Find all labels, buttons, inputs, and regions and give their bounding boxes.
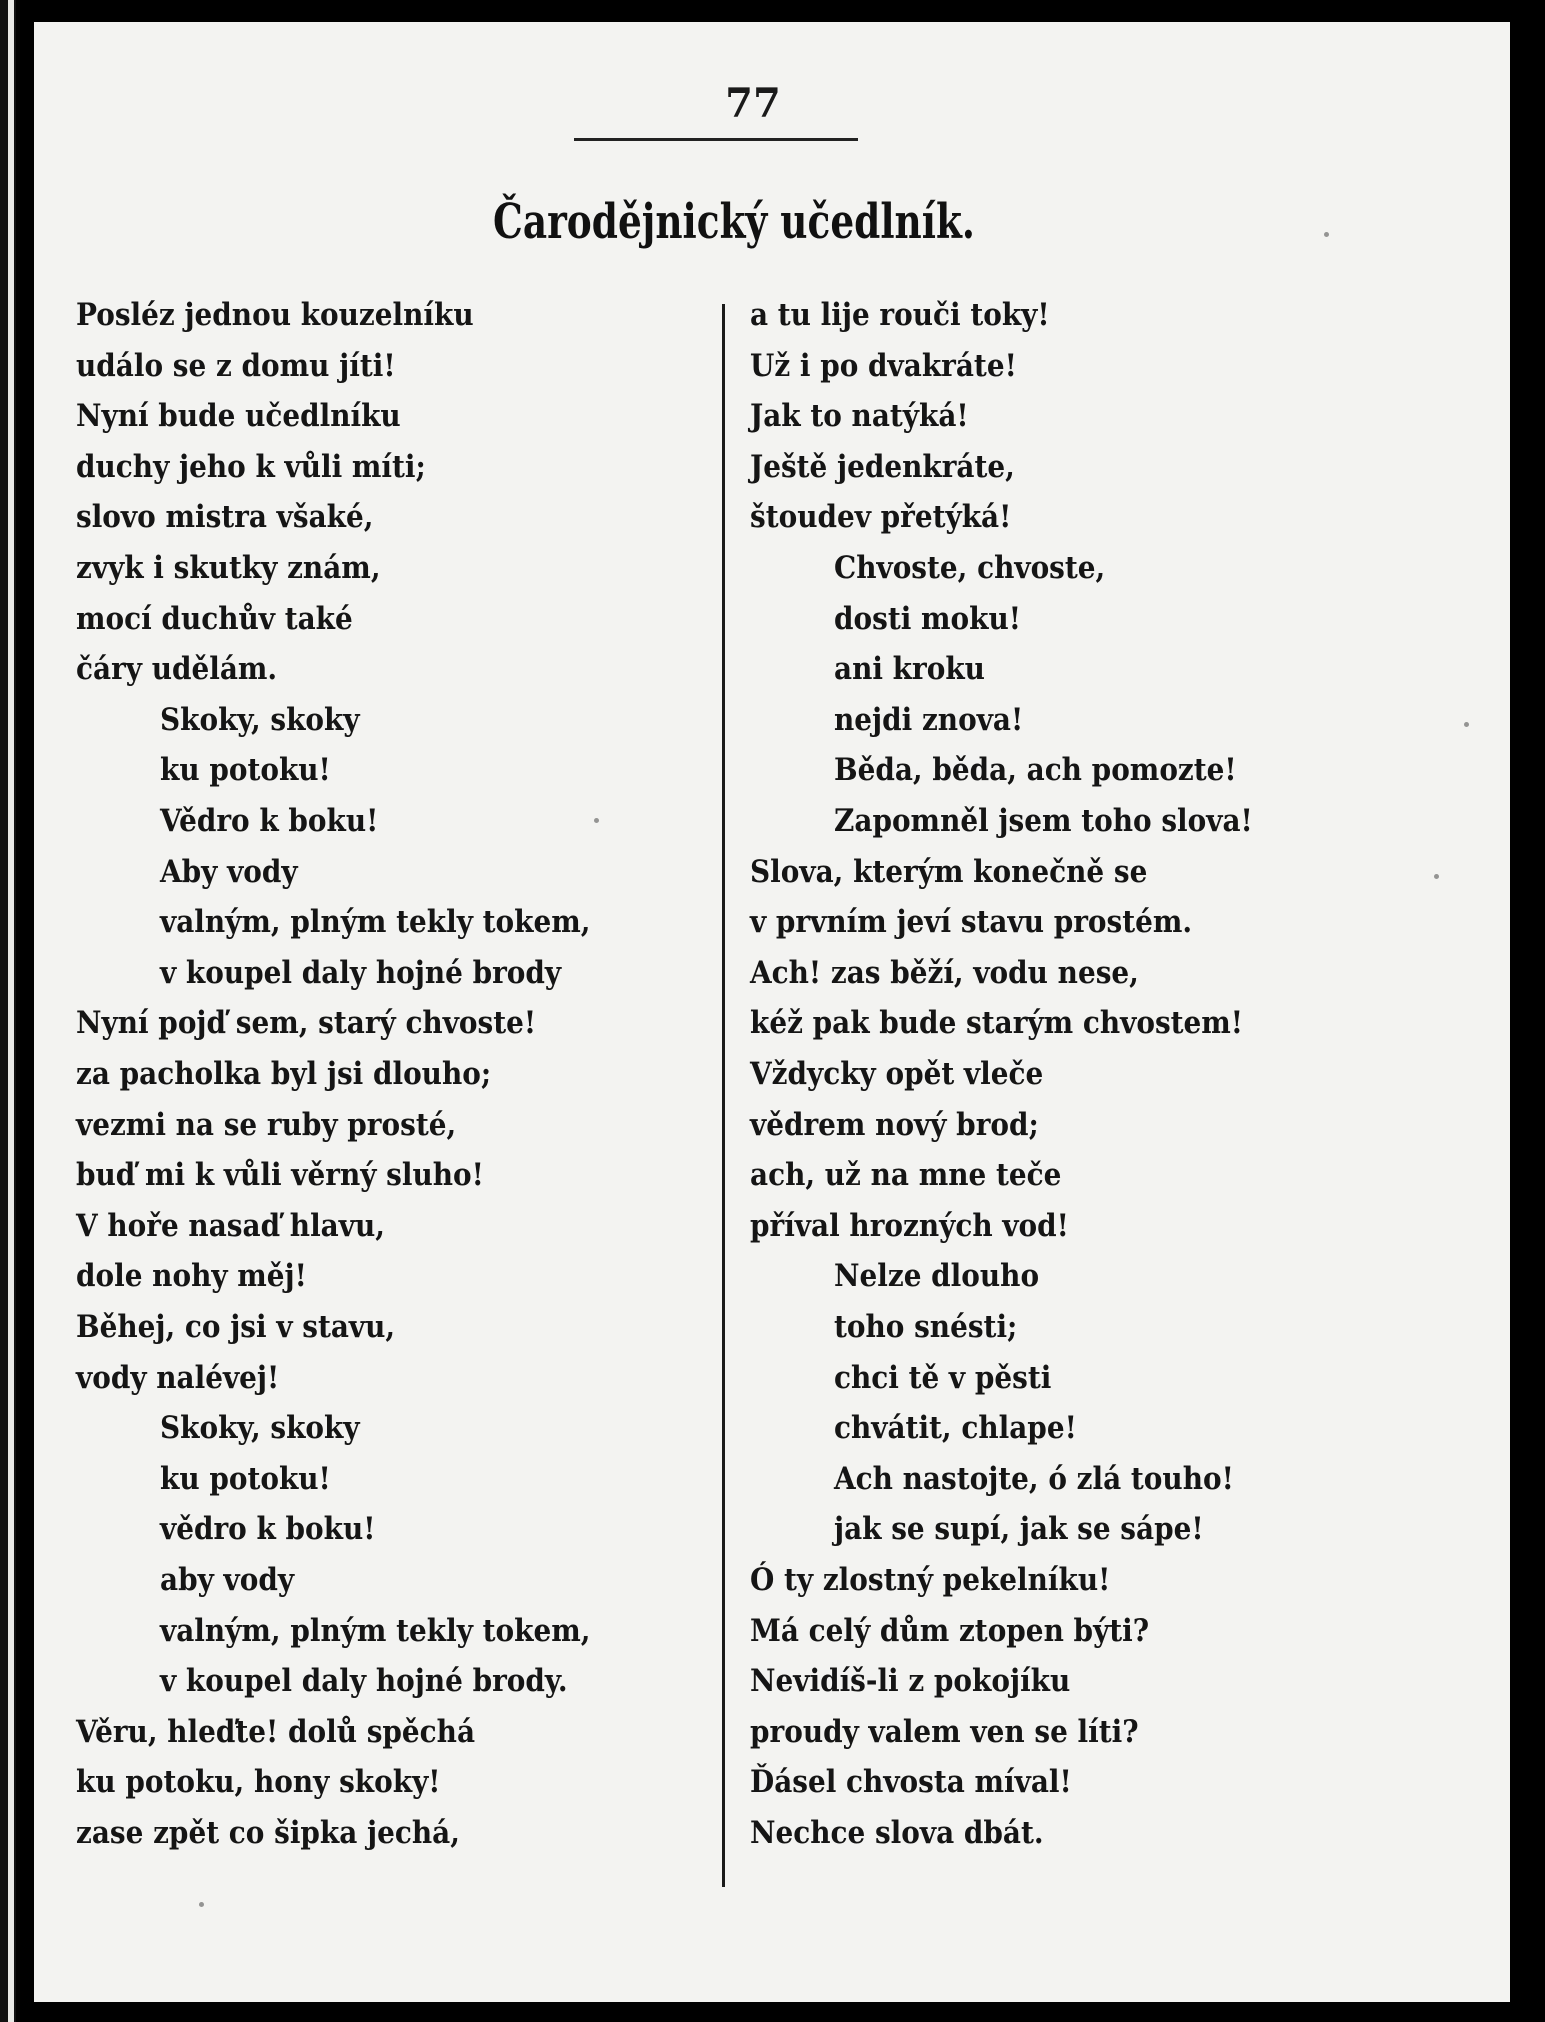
poem-line-right: a tu lije rouči toky! [750,297,1050,333]
poem-line-right: příval hrozných vod! [750,1207,1069,1244]
poem-line-left: událo se z domu jíti! [76,347,396,384]
poem-line-right: Vždycky opět vleče [750,1056,1044,1092]
poem-line-right: jak se supí, jak se sápe! [834,1511,1204,1548]
poem-line-left: zvyk i skutky znám, [76,550,381,586]
poem-line-right: v prvním jeví stavu prostém. [750,904,1193,941]
poem-line-right: Nechce slova dbát. [750,1815,1044,1851]
column-divider [722,304,725,1887]
book-page [34,22,1510,2002]
poem-line-right: Už i po dvakráte! [750,347,1017,384]
poem-line-right: ach, už na mne teče [750,1157,1062,1194]
poem-line-right: toho snésti; [834,1309,1018,1345]
poem-line-right: ani kroku [834,651,985,688]
poem-line-right: Nelze dlouho [834,1258,1040,1295]
poem-line-left: vody nalévej! [76,1359,280,1396]
poem-line-left: Běhej, co jsi v stavu, [76,1309,396,1345]
poem-line-right: Jak to natýká! [750,398,969,435]
poem-line-left: dole nohy měj! [76,1258,307,1295]
poem-line-left: Věru, hleďte! dolů spěchá [76,1713,476,1750]
poem-line-right: Chvoste, chvoste, [834,550,1106,586]
poem-line-right: Nevidíš-li z pokojíku [750,1663,1071,1700]
poem-line-left: vezmi na se ruby prosté, [76,1106,457,1143]
poem-line-right: dosti moku! [834,600,1022,637]
scan-left-edge [0,0,16,2022]
poem-line-right: nejdi znova! [834,701,1024,738]
poem-line-left: aby vody [160,1562,295,1598]
poem-line-right: Běda, běda, ach pomozte! [834,752,1237,789]
poem-line-left: Aby vody [160,853,298,890]
poem-line-right: vědrem nový brod; [750,1106,1039,1143]
poem-line-left: Nyní pojď sem, starý chvoste! [76,1005,537,1042]
poem-line-left: ku potoku, hony skoky! [76,1764,441,1801]
poem-line-right: Ach nastojte, ó zlá touho! [834,1460,1234,1497]
poem-line-left: ku potoku! [160,1460,331,1497]
poem-line-left: slovo mistra všaké, [76,499,374,536]
poem-line-left: za pacholka byl jsi dlouho; [76,1056,492,1092]
poem-line-right: štoudev přetýká! [750,499,1012,536]
poem-line-left: mocí duchův také [76,600,353,637]
scan-speck [199,1902,204,1907]
poem-line-left: duchy jeho k vůli míti; [76,448,426,485]
poem-line-right: Ó ty zlostný pekelníku! [750,1562,1111,1598]
poem-line-left: vědro k boku! [160,1511,376,1548]
poem-line-right: Ještě jedenkráte, [750,448,1015,485]
poem-line-right: Má celý dům ztopen býti? [750,1612,1150,1649]
poem-line-right: Ach! zas běží, vodu nese, [750,954,1139,991]
poem-line-right: proudy valem ven se líti? [750,1713,1139,1750]
poem-line-left: Skoky, skoky [160,701,360,738]
poem-line-left: V hoře nasaď hlavu, [76,1207,385,1244]
poem-line-left: buď mi k vůli věrný sluho! [76,1157,484,1194]
scan-speck [594,818,599,823]
poem-line-left: valným, plným tekly tokem, [160,904,591,941]
poem-line-left: zase zpět co šipka jechá, [76,1815,460,1851]
poem-line-right: kéž pak bude starým chvostem! [750,1005,1244,1042]
poem-line-right: chvátit, chlape! [834,1410,1077,1447]
poem-line-left: v koupel daly hojné brody. [160,1663,568,1700]
page-number-rule [574,138,858,141]
poem-title: Čarodějnický učedlník. [493,194,975,250]
poem-line-left: v koupel daly hojné brody [160,954,562,991]
poem-line-left: Posléz jednou kouzelníku [76,297,474,333]
poem-line-left: Vědro k boku! [160,803,379,839]
poem-line-left: Nyní bude učedlníku [76,398,401,435]
poem-line-left: Skoky, skoky [160,1410,360,1447]
poem-line-right: chci tě v pěsti [834,1359,1052,1396]
poem-line-left: valným, plným tekly tokem, [160,1612,591,1649]
page-number: 77 [725,80,781,127]
scan-speck [1434,874,1439,879]
poem-line-left: ku potoku! [160,752,331,789]
poem-line-right: Ďásel chvosta míval! [750,1764,1072,1801]
poem-line-right: Slova, kterým konečně se [750,853,1148,890]
previous-page-edge [8,0,14,2022]
scan-speck [1324,232,1329,237]
poem-line-left: čáry udělám. [76,651,278,688]
scan-speck [1464,722,1469,727]
poem-line-right: Zapomněl jsem toho slova! [834,803,1253,839]
